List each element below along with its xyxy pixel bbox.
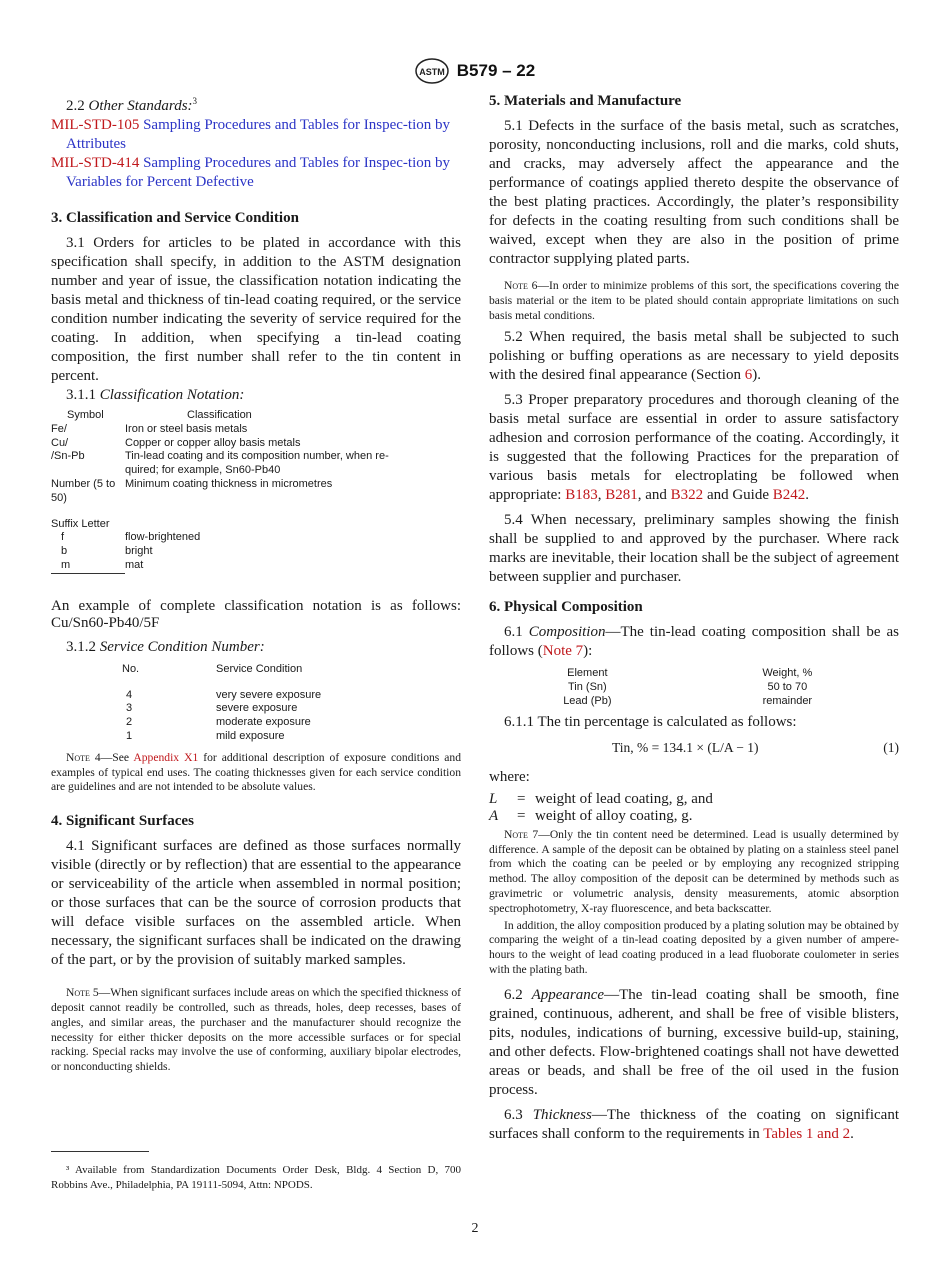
tables-link[interactable]: Tables 1 and 2 <box>763 1125 851 1142</box>
table-cell: severe exposure <box>216 702 298 715</box>
suffix-label: Suffix Letter <box>51 517 110 530</box>
section-4-heading: 4. Significant Surfaces <box>51 813 194 830</box>
table-row <box>51 423 411 437</box>
note-7-continued: In addition, the alloy composition produced by a plating solution may be obtained by comparing the weight of a tin-lead coating deposited by a given number of ampere-hours to the weight of lead coating produced in a lead fluoborate coulometer in series with the plating bath. <box>489 918 899 976</box>
table-cell: /Sn-Pb <box>51 450 85 463</box>
table-header: Element <box>567 667 608 680</box>
section-2-2: 2.2 Other Standards:$^3$ <box>66 96 198 114</box>
table-header-row <box>51 409 411 423</box>
left-column <box>51 92 461 1075</box>
note-5: Note 5—When significant surfaces include areas on which the specified thickness of deposit cannot readily be controlled, such as threads, holes, deep recesses, bases of angles, and similar areas, the purchaser and the manufacturer should recognize the necessity for either thicker deposits on the more accessible surfaces or for special racking. Special racks may involve the use of conforming, auxiliary bipolar electrodes, or nonconducting shields. <box>51 986 461 1074</box>
table-cell: b <box>61 545 68 558</box>
section-link[interactable]: 6 <box>744 367 753 384</box>
paragraph-4-1: 4.1 Significant surfaces are defined as those surfaces normally visible (directly or by reflection) that are essential to the appearance or serviceability of the article when assembled in normal position; or those surfaces that can be the source of corrosion products that will deface visible surfaces on the assembled article. When necessary, the significant surfaces shall be indicated on the drawing of the part, or by the provision of suitably marked samples. <box>51 838 461 969</box>
designation: B579 – 22 <box>456 61 536 80</box>
table-cell: Iron or steel basis metals <box>125 422 248 435</box>
paragraph-5-3: 5.3 Proper preparatory procedures and thorough cleaning of the basis metal surface are essential in order to assure satisfactory adhesion and corrosion performance of the coating. Accordingly, it is suggested that the following Practices for the preparation of various basis metals for electroplating be followed when appropriate: B183, B281, and B322 and Guide B242. <box>489 392 899 504</box>
paragraph-6-3: 6.3 Thickness—The thickness of the coating on significant surfaces shall conform to the requirements in Tables 1 and 2. <box>489 1106 900 1142</box>
equation-number: (1) <box>883 739 899 755</box>
table-row <box>51 559 411 573</box>
table-row <box>122 689 321 703</box>
table-cell: m <box>51 559 125 573</box>
table-cell: Tin-lead coating and its composition number, when re-quired; for example, Sn60-Pb40 <box>125 450 389 477</box>
table-header: Service Condition <box>216 662 303 675</box>
right-column <box>489 92 899 1144</box>
table-cell: mat <box>125 558 144 571</box>
table-cell: Number (5 to 50) <box>51 477 116 504</box>
table-row <box>51 450 411 478</box>
table-cell: moderate exposure <box>216 716 311 729</box>
example-notation: An example of complete classification notation is as follows: Cu/Sn60-Pb40/5F <box>51 597 461 631</box>
table-cell: bright <box>125 545 153 558</box>
page-header <box>0 58 950 86</box>
note-4: Note 4—See Appendix X1 for additional description of exposure conditions and examples of typical end uses. The coating thicknesses given for each service condition are guidelines and are not intended to be absolute values. <box>51 750 462 794</box>
table-header: No. <box>122 662 140 675</box>
paragraph-5-1: 5.1 Defects in the surface of the basis metal, such as scratches, porosity, nonconducting inclusions, roll and die marks, cold shuts, and cracks, may adversely affect the appearance and the performance of coatings applied thereto despite the observance of the best plating practices. Accordingly, the plater’s responsibility for defects in the coating resulting from such conditions shall be waived, except when they are also in the position of prime contractor supplying plated parts. <box>489 118 899 267</box>
table-row <box>489 695 889 709</box>
note-7: Note 7—Only the tin content need be determined. Lead is usually determined by difference. A sample of the deposit can be obtained by plating on a stainless steel panel from which the coating can be peeled or by employing any recognized stripping method. The alloy composition of the deposit can be determined by methods such as gravimetric or volumetric analysis, density measurements, atomic absorption spectrophotometry, X-ray fluorescence, and beta backscatter. <box>489 827 899 915</box>
paragraph-6-1-1: 6.1.1 The tin percentage is calculated as follows: <box>504 713 797 730</box>
paragraph-3-1: 3.1 Orders for articles to be plated in accordance with this specification shall specify, in addition to the ASTM designation number and year of issue, the classification notation indicating the basis metal and thickness of tin-lead coating required, or the service condition number indicating the severity of service required for the coating. In addition, when specifying a tin-lead coating composition, the first number shall refer to the tin content in percent. <box>51 235 461 384</box>
table-row <box>51 518 411 532</box>
section-3-1-2: 3.1.2 Service Condition Number: <box>66 638 265 655</box>
footnote-3: ³ Available from Standardization Documents Order Desk, Bldg. 4 Section D, 700 Robbins Ave., Philadelphia, PA 19111-5094, Attn: NPODS. <box>51 1164 461 1191</box>
footnote-rule <box>51 1151 149 1152</box>
table-cell: 2 <box>126 716 133 729</box>
ref-mil-std-105 <box>51 116 461 154</box>
where-item: A = weight of alloy coating, g. <box>489 807 693 824</box>
table-row <box>51 531 411 545</box>
section-3-1-1: 3.1.1 Classification Notation: <box>66 387 245 403</box>
note-link[interactable]: Note 7 <box>542 643 584 660</box>
table-header-row <box>122 663 321 677</box>
table-header: Symbol <box>67 409 104 421</box>
paragraph-6-1: 6.1 Composition—The tin-lead coating composition shall be as follows (Note 7): <box>489 624 900 660</box>
guide-link[interactable]: B242 <box>772 487 806 504</box>
appendix-link[interactable]: Appendix X1 <box>133 750 199 764</box>
equation-body: Tin, % = 134.1 × (L/A − 1) <box>612 739 759 755</box>
table-cell: 4 <box>126 688 133 701</box>
paragraph-6-2: 6.2 Appearance—The tin-lead coating shall be smooth, fine grained, continuous, adherent, and shall be free of visible blisters, pits, nodules, indications of burning, excessive build-up, staining, and other defects. Flow-brightened coatings shall not have dewetted areas or beads, and shall be free of the oil used in the fusion process. <box>489 986 900 1098</box>
table-row <box>122 702 321 716</box>
paragraph-5-2: 5.2 When required, the basis metal shall be subjected to such polishing or buffing operations as are necessary to yield deposits with the desired final appearance (Section 6). <box>489 329 899 384</box>
practice-link[interactable]: B183 <box>565 487 598 504</box>
table-header: Weight, % <box>762 667 813 680</box>
svg-text:ASTM: ASTM <box>419 67 445 77</box>
ref-mil-std-414 <box>51 154 461 192</box>
composition-table <box>489 667 889 708</box>
table-cell: Lead (Pb) <box>563 694 612 707</box>
ref-title-link[interactable]: Sampling Procedures and Tables for Inspec-tion by Variables for Percent Defective <box>66 155 451 190</box>
ref-code-link[interactable]: MIL-STD-105 <box>51 117 140 133</box>
table-cell: Copper or copper alloy basis metals <box>125 436 301 449</box>
classification-table <box>51 409 411 574</box>
table-row <box>122 716 321 730</box>
table-cell: Fe/ <box>51 422 67 435</box>
table-cell: mild exposure <box>216 729 285 742</box>
table-cell: remainder <box>762 694 813 707</box>
practice-link[interactable]: B322 <box>670 487 704 504</box>
paragraph-5-4: 5.4 When necessary, preliminary samples showing the finish shall be supplied to and approved by the purchaser. Where rack marks are inevitable, their location shall be the subject of agreement between supplier and purchaser. <box>489 512 899 586</box>
table-cell: Cu/ <box>51 436 69 449</box>
table-header: Classification <box>187 409 252 421</box>
astm-logo-icon <box>415 58 449 84</box>
table-cell: very severe exposure <box>216 688 322 701</box>
table-row <box>122 730 321 744</box>
ref-code-link[interactable]: MIL-STD-414 <box>51 155 140 171</box>
table-cell: flow-brightened <box>125 531 201 544</box>
table-row <box>489 681 889 695</box>
practice-link[interactable]: B281 <box>605 487 638 504</box>
page-number: 2 <box>471 1221 479 1236</box>
table-row <box>51 545 411 559</box>
table-cell: f <box>61 531 65 544</box>
equation-1 <box>489 736 899 760</box>
table-cell: 3 <box>126 702 133 715</box>
table-cell: Minimum coating thickness in micrometres <box>125 477 333 490</box>
where-item: L = weight of lead coating, g, and <box>489 790 713 807</box>
table-cell: 1 <box>126 729 133 742</box>
section-6-heading: 6. Physical Composition <box>489 599 643 616</box>
table-cell: Tin (Sn) <box>567 681 607 694</box>
where-label: where: <box>489 768 530 785</box>
table-cell: 50 to 70 <box>767 681 808 694</box>
section-3-heading: 3. Classification and Service Condition <box>51 210 299 226</box>
table-header-row <box>489 667 889 681</box>
table-row <box>51 478 411 506</box>
table-row <box>51 437 411 451</box>
service-condition-table <box>122 663 321 744</box>
ref-title-link[interactable]: Sampling Procedures and Tables for Inspec-tion by Attributes <box>66 117 451 152</box>
section-5-heading: 5. Materials and Manufacture <box>489 93 682 109</box>
note-6: Note 6—In order to minimize problems of this sort, the specifications covering the basis material or the item to be plated should contain appropriate limitations on such basis metal conditions. <box>489 279 899 322</box>
